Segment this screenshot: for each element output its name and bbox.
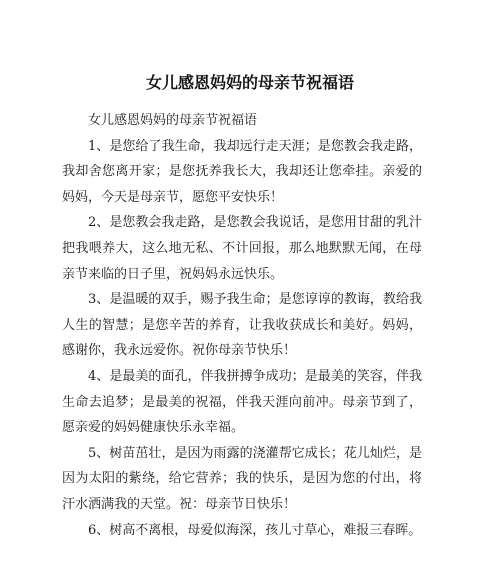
paragraph: 2、是您教会我走路，是您教会我说话，是您用甘甜的乳汁把我喂养大，这么地无私、不计回报，那么地默默无闻，在母亲节来临的日子里，祝妈妈永远快乐。 [62,215,422,282]
paragraph: 6、树高不离根，母爱似海深，孩儿寸草心，难报三春晖。 [88,522,422,538]
document-title: 女儿感恩妈妈的母亲节祝福语 [145,73,354,92]
paragraph: 3、是温暖的双手，赐予我生命；是您谆谆的教诲，教给我人生的智慧；是您辛苦的养育，让我收获成长和美好。妈妈，感谢你，我永远爱你。祝你母亲节快乐！ [62,292,422,359]
paragraph: 4、是最美的面孔，伴我拼搏争成功；是最美的笑容，伴我生命去追梦；是最美的祝福，伴我天涯向前冲。母亲节到了，愿亲爱的妈妈健康快乐永幸福。 [62,368,422,436]
document-body [62,108,422,543]
document-subtitle: 女儿感恩妈妈的母亲节祝福语 [88,113,258,128]
paragraph: 5、树苗茁壮，是因为雨露的浇灌帮它成长；花儿灿烂，是因为太阳的紫绕，给它营养；我的快乐，是因为您的付出，将汗水洒满我的天堂。祝：母亲节日快乐！ [62,445,422,512]
paragraph: 1、是您给了我生命，我却远行走天涯；是您教会我走路，我却舍您离开家；是您抚养我长大，我却还让您牵挂。亲爱的妈妈，今天是母亲节，愿您平安快乐！ [62,138,422,205]
